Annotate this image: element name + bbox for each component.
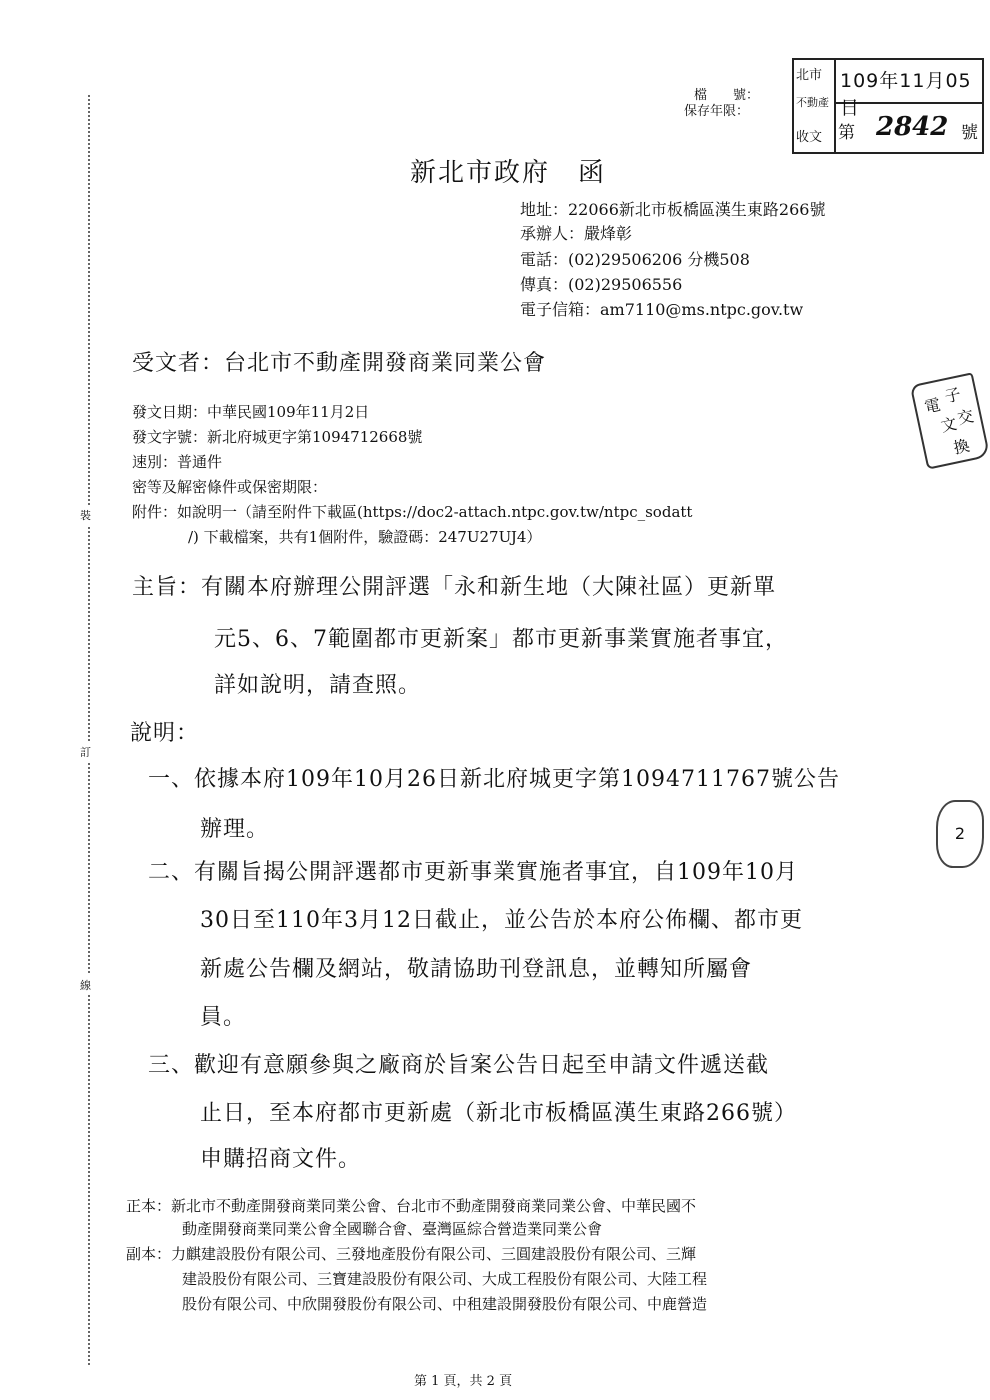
document-title: 新北市政府 函 [410, 158, 607, 188]
stamp-label-receipt: 收文 [796, 130, 823, 145]
stamp-label-city: 北市 [796, 68, 823, 83]
subject-line-2: 元5、6、7範圍都市更新案」都市更新事業實施者事宜， [214, 627, 788, 652]
contact-officer: 承辦人：嚴烽彰 [520, 224, 633, 243]
seal-char-2: 子 [942, 384, 963, 407]
attachment-line-1: 附件：如說明一（請至附件下載區(https://doc2-attach.ntpc.gov.tw/ntpc_sodatt [132, 503, 693, 521]
receipt-stamp [792, 58, 984, 154]
binding-char-xian: 線 [80, 975, 91, 995]
explanation-item-1-line-2: 辦理。 [200, 817, 270, 842]
stamp-label-realestate: 不動產 [796, 96, 829, 109]
explanation-item-2-line-4: 員。 [200, 1005, 247, 1030]
subject-line-3: 詳如說明，請查照。 [214, 673, 422, 698]
issue-date: 發文日期：中華民國109年11月2日 [132, 403, 370, 421]
seal-char-1: 電 [922, 394, 943, 417]
distribution-main-line-2: 動產開發商業同業公會全國聯合會、臺灣區綜合營造業同業公會 [182, 1220, 603, 1238]
explanation-item-2-line-2: 30日至110年3月12日截止，並公告於本府公佈欄、都市更 [200, 908, 803, 933]
contact-email: 電子信箱：am7110@ms.ntpc.gov.tw [520, 300, 804, 319]
stamp-receipt-number: 2842 [876, 112, 949, 142]
stamp-number-prefix: 第 [838, 123, 855, 143]
explanation-item-3-line-2: 止日，至本府都市更新處（新北市板橋區漢生東路266號） [200, 1101, 797, 1126]
seal-char-4: 文 [938, 413, 959, 436]
contact-fax: 傳真：(02)29506556 [520, 275, 683, 294]
contact-phone: 電話：(02)29506206 分機508 [520, 250, 750, 269]
distribution-main-line-1: 正本：新北市不動產開發商業同業公會、台北市不動產開發商業同業公會、中華民國不 [126, 1197, 697, 1215]
distribution-copy-line-3: 股份有限公司、中欣開發股份有限公司、中租建設開發股份有限公司、中鹿營造 [182, 1295, 708, 1313]
subject-line-1: 主旨：有關本府辦理公開評選「永和新生地（大陳社區）更新單 [132, 575, 777, 600]
binding-char-ding: 訂 [80, 742, 91, 762]
document-number: 發文字號：新北府城更字第1094712668號 [132, 428, 423, 446]
explanation-item-3-line-1: 三、歡迎有意願參與之廠商於旨案公告日起至申請文件遞送截 [148, 1053, 770, 1078]
recipient: 受文者：台北市不動產開發商業同業公會 [132, 351, 547, 376]
seal-char-5: 換 [951, 435, 972, 458]
explanation-item-2-line-1: 二、有關旨揭公開評選都市更新事業實施者事宜，自109年10月 [148, 860, 798, 885]
electronic-exchange-seal [910, 372, 990, 469]
binding-char-zhuang: 裝 [80, 505, 91, 525]
binding-margin-line [88, 95, 90, 1365]
delivery-speed: 速別：普通件 [132, 453, 223, 471]
distribution-copy-line-1: 副本：力麒建設股份有限公司、三發地產股份有限公司、三圓建設股份有限公司、三輝 [126, 1245, 697, 1263]
stamp-number-suffix: 號 [961, 123, 978, 143]
contact-address: 地址：22066新北市板橋區漢生東路266號 [520, 200, 826, 219]
secrecy-level: 密等及解密條件或保密期限： [132, 478, 328, 496]
explanation-item-2-line-3: 新處公告欄及網站，敬請協助刊登訊息，並轉知所屬會 [200, 957, 753, 982]
explanation-item-1-line-1: 一、依據本府109年10月26日新北府城更字第1094711767號公告 [148, 767, 840, 792]
attachment-count-badge: 2 [936, 800, 984, 868]
page-footer: 第 1 頁，共 2 頁 [414, 1374, 513, 1389]
retention-label: 保存年限： [684, 104, 750, 119]
distribution-copy-line-2: 建設股份有限公司、三寶建設股份有限公司、大成工程股份有限公司、大陸工程 [182, 1270, 708, 1288]
file-number-label: 檔 號： [694, 88, 760, 103]
explanation-heading: 說明： [130, 721, 200, 746]
explanation-item-3-line-3: 申購招商文件。 [200, 1147, 362, 1172]
seal-char-3: 交 [955, 406, 976, 429]
stamp-date: 109年11月05日 [840, 70, 972, 119]
attachment-line-2: /) 下載檔案，共有1個附件，驗證碼：247U27UJ4） [188, 528, 542, 546]
